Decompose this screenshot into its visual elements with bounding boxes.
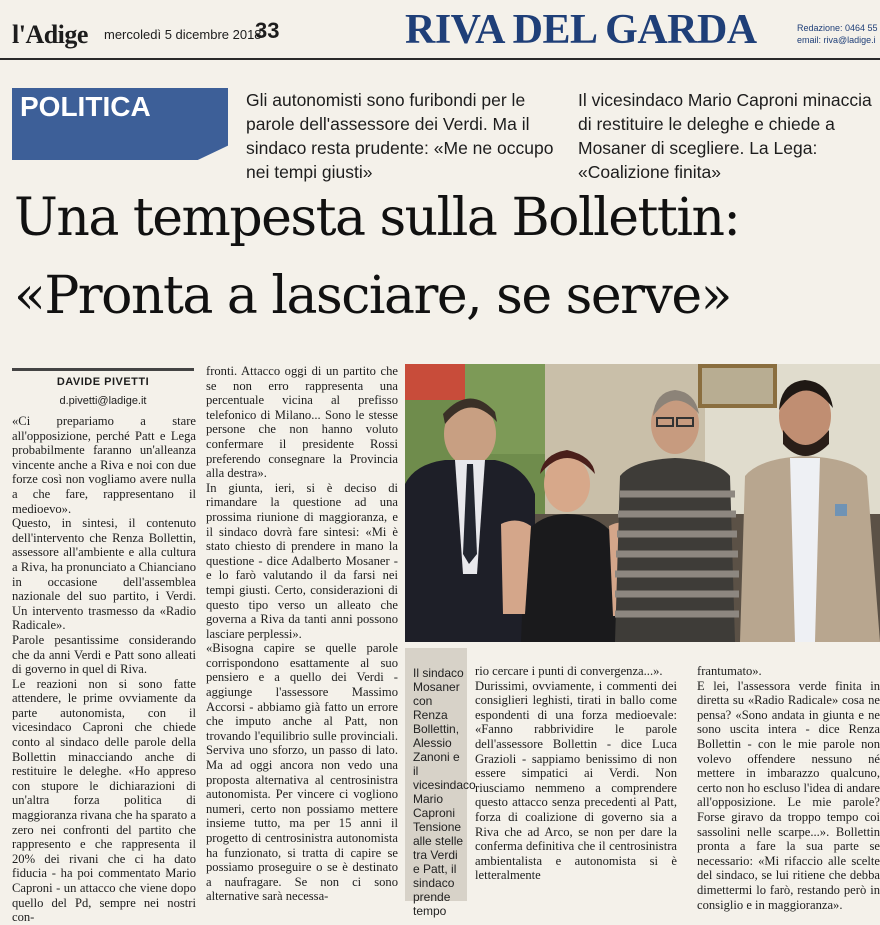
paragraph: E lei, l'assessora verde finita in diretta su «Radio Radicale» cosa ne pensa? «Sono andata in giunta e ne sono uscita intera - dice Renza Bollettin - con le mie parole non volevo offendere nessuno né mettere in imbarazzo qualcuno, certo non ho escluso l'idea di andare all'opposizione. Le mie parole? Forse giravo da troppo tempo coi sassolini nelle scarpe...». Bollettin pronta a fare la sua parte se necessario: «Mi rifaccio alle scelte del sindaco, se lui ritiene che debba dimettermi lo farò, restando però in consiglio e in maggioranza». xyxy=(697,678,880,912)
redazione-phone: Redazione: 0464 55 xyxy=(797,23,878,33)
article-column-3 xyxy=(475,664,677,901)
paragraph: fronti. Attacco oggi di un partito che se non erro rappresenta una percentuale vicina al prefisso telefonico di Milano... Sono le stesse persone che non hanno voluto confermare il presidente Rossi preferendo consegnare la Provincia alla destra». xyxy=(206,364,398,481)
author-name: DAVIDE PIVETTI xyxy=(56,376,150,388)
newspaper-logo: l'Adige xyxy=(12,20,88,49)
deck-right: Il vicesindaco Mario Caproni minaccia di restituire le deleghe e chiede a Mosaner di scegliere. La Lega: «Coalizione finita» xyxy=(578,90,872,182)
paragraph: «Ci prepariamo a stare all'opposizione, perché Patt e Lega probabilmente faranno un'alleanza vincente anche a Riva e noi con due forze così non vogliamo avere nulla a che fare, rappresentano il medioevo». xyxy=(12,414,196,516)
author-email: d.pivetti@ladige.it xyxy=(59,395,147,407)
paragraph: frantumato». xyxy=(697,664,762,678)
paragraph: Durissimi, ovviamente, i commenti dei consiglieri leghisti, tirati in ballo come espondenti di una forza medioevale: «Fanno rabbrividire le parole dell'assessore Bollettin - dice Luca Grazioli - sappiamo benissimo di non essere simpatici ai Verdi. Non riusciamo nemmeno a comprendere questo attacco senza precedenti al Patt, forza di coalizione di governo sia a Riva che ad Arco, se non per dare la conferma definitiva che il centrosinistra ambientalista e autonomista si è letteralmente xyxy=(475,678,677,883)
byline-rule xyxy=(12,368,194,371)
section-label: POLITICA xyxy=(20,91,151,122)
photo-caption: Il sindaco Mosaner con Renza Bollettin, Alessio Zanoni e il vicesindaco Mario Caproni Tensione alle stelle tra Verdi e Patt, il sindaco prende tempo xyxy=(413,666,476,918)
article-column-2 xyxy=(206,364,398,904)
article-photo xyxy=(405,364,880,642)
paragraph: Le reazioni non si sono fatte attendere, le prime ovviamente da parte autonomista, con il vicesindaco Caproni che chiede conto al sindaco delle parole della Bollettin minacciando anche di restituire le deleghe. «Ho appreso con stupore le dichiarazioni di un'altra forza politica di maggioranza rivana che ha sparato a zero nei confronti del partito che rappresento e che rappresenta il 20% dei rivani che ci ha dato fiducia - ha poi commentato Mario Caproni - un attacco che viene dopo quello del Pd, sempre nei nostri con- xyxy=(12,676,196,925)
edition-title: RIVA DEL GARDA xyxy=(405,7,757,53)
masthead xyxy=(0,0,880,60)
page-number: 33 xyxy=(255,18,280,43)
article-column-1 xyxy=(12,414,196,925)
headline-line-1: Una tempesta sulla Bollettin: xyxy=(14,188,740,248)
paragraph: rio cercare i punti di convergenza...». xyxy=(475,664,663,678)
group-photo-illustration xyxy=(405,364,880,642)
headline-line-2: «Pronta a lasciare, se serve» xyxy=(14,266,731,326)
paragraph: Parole pesantissime considerando che da anni Verdi e Patt sono alleati di governo in quel di Riva. xyxy=(12,632,196,677)
publication-date: mercoledì 5 dicembre 2018 xyxy=(104,27,262,42)
contact-info xyxy=(797,22,878,46)
paragraph: Questo, in sintesi, il contenuto dell'intervento che Renza Bollettin, assessore all'ambiente e alla cultura a Riva, ha pronunciato a Chianciano in occasione dell'assemblea nazionale del suo partito, i Verdi. Un intervento trasmesso da «Radio Radicale». xyxy=(12,516,196,633)
deck-left: Gli autonomisti sono furibondi per le parole dell'assessore dei Verdi. Ma il sindaco resta prudente: «Me ne occupo nei tempi giusti» xyxy=(246,90,554,182)
article-column-4 xyxy=(697,664,880,912)
paragraph: «Bisogna capire se quelle parole corrispondono esattamente al suo pensiero e a quello dei Verdi - aggiunge l'assessore Massimo Accorsi - abbiamo già fatto un errore che imputo anche al Patt, non trovando l'equilibrio sulle provinciali. Serviva uno sforzo, un passo di lato. Ma ad oggi ancora non vedo una proposta alternativa al centrosinistra autonomista. Per vincere ci vogliono numeri, certo non possiamo mettere insieme tutto, ma per 15 anni il progetto di centrosinistra autonomista ha funzionato, si tratta di capire se possiamo proseguire o se è destinato a naufragare. Se non ci sono alternative sarà necessa- xyxy=(206,641,398,904)
paragraph: In giunta, ieri, si è deciso di rimandare la questione ad una prossima riunione di maggioranza, e il sindaco dovrà fare sintesi: «Mi è stato chiesto di prendere in mano la questione - dice Adalberto Mosaner - e lo farò valutando il da farsi nei tempi giusti. Certo, considerazioni di questo tipo verso un alleato che governa a Riva da tanti anni possono lasciare perplessi». xyxy=(206,480,398,641)
redazione-email: email: riva@ladige.i xyxy=(797,35,876,45)
